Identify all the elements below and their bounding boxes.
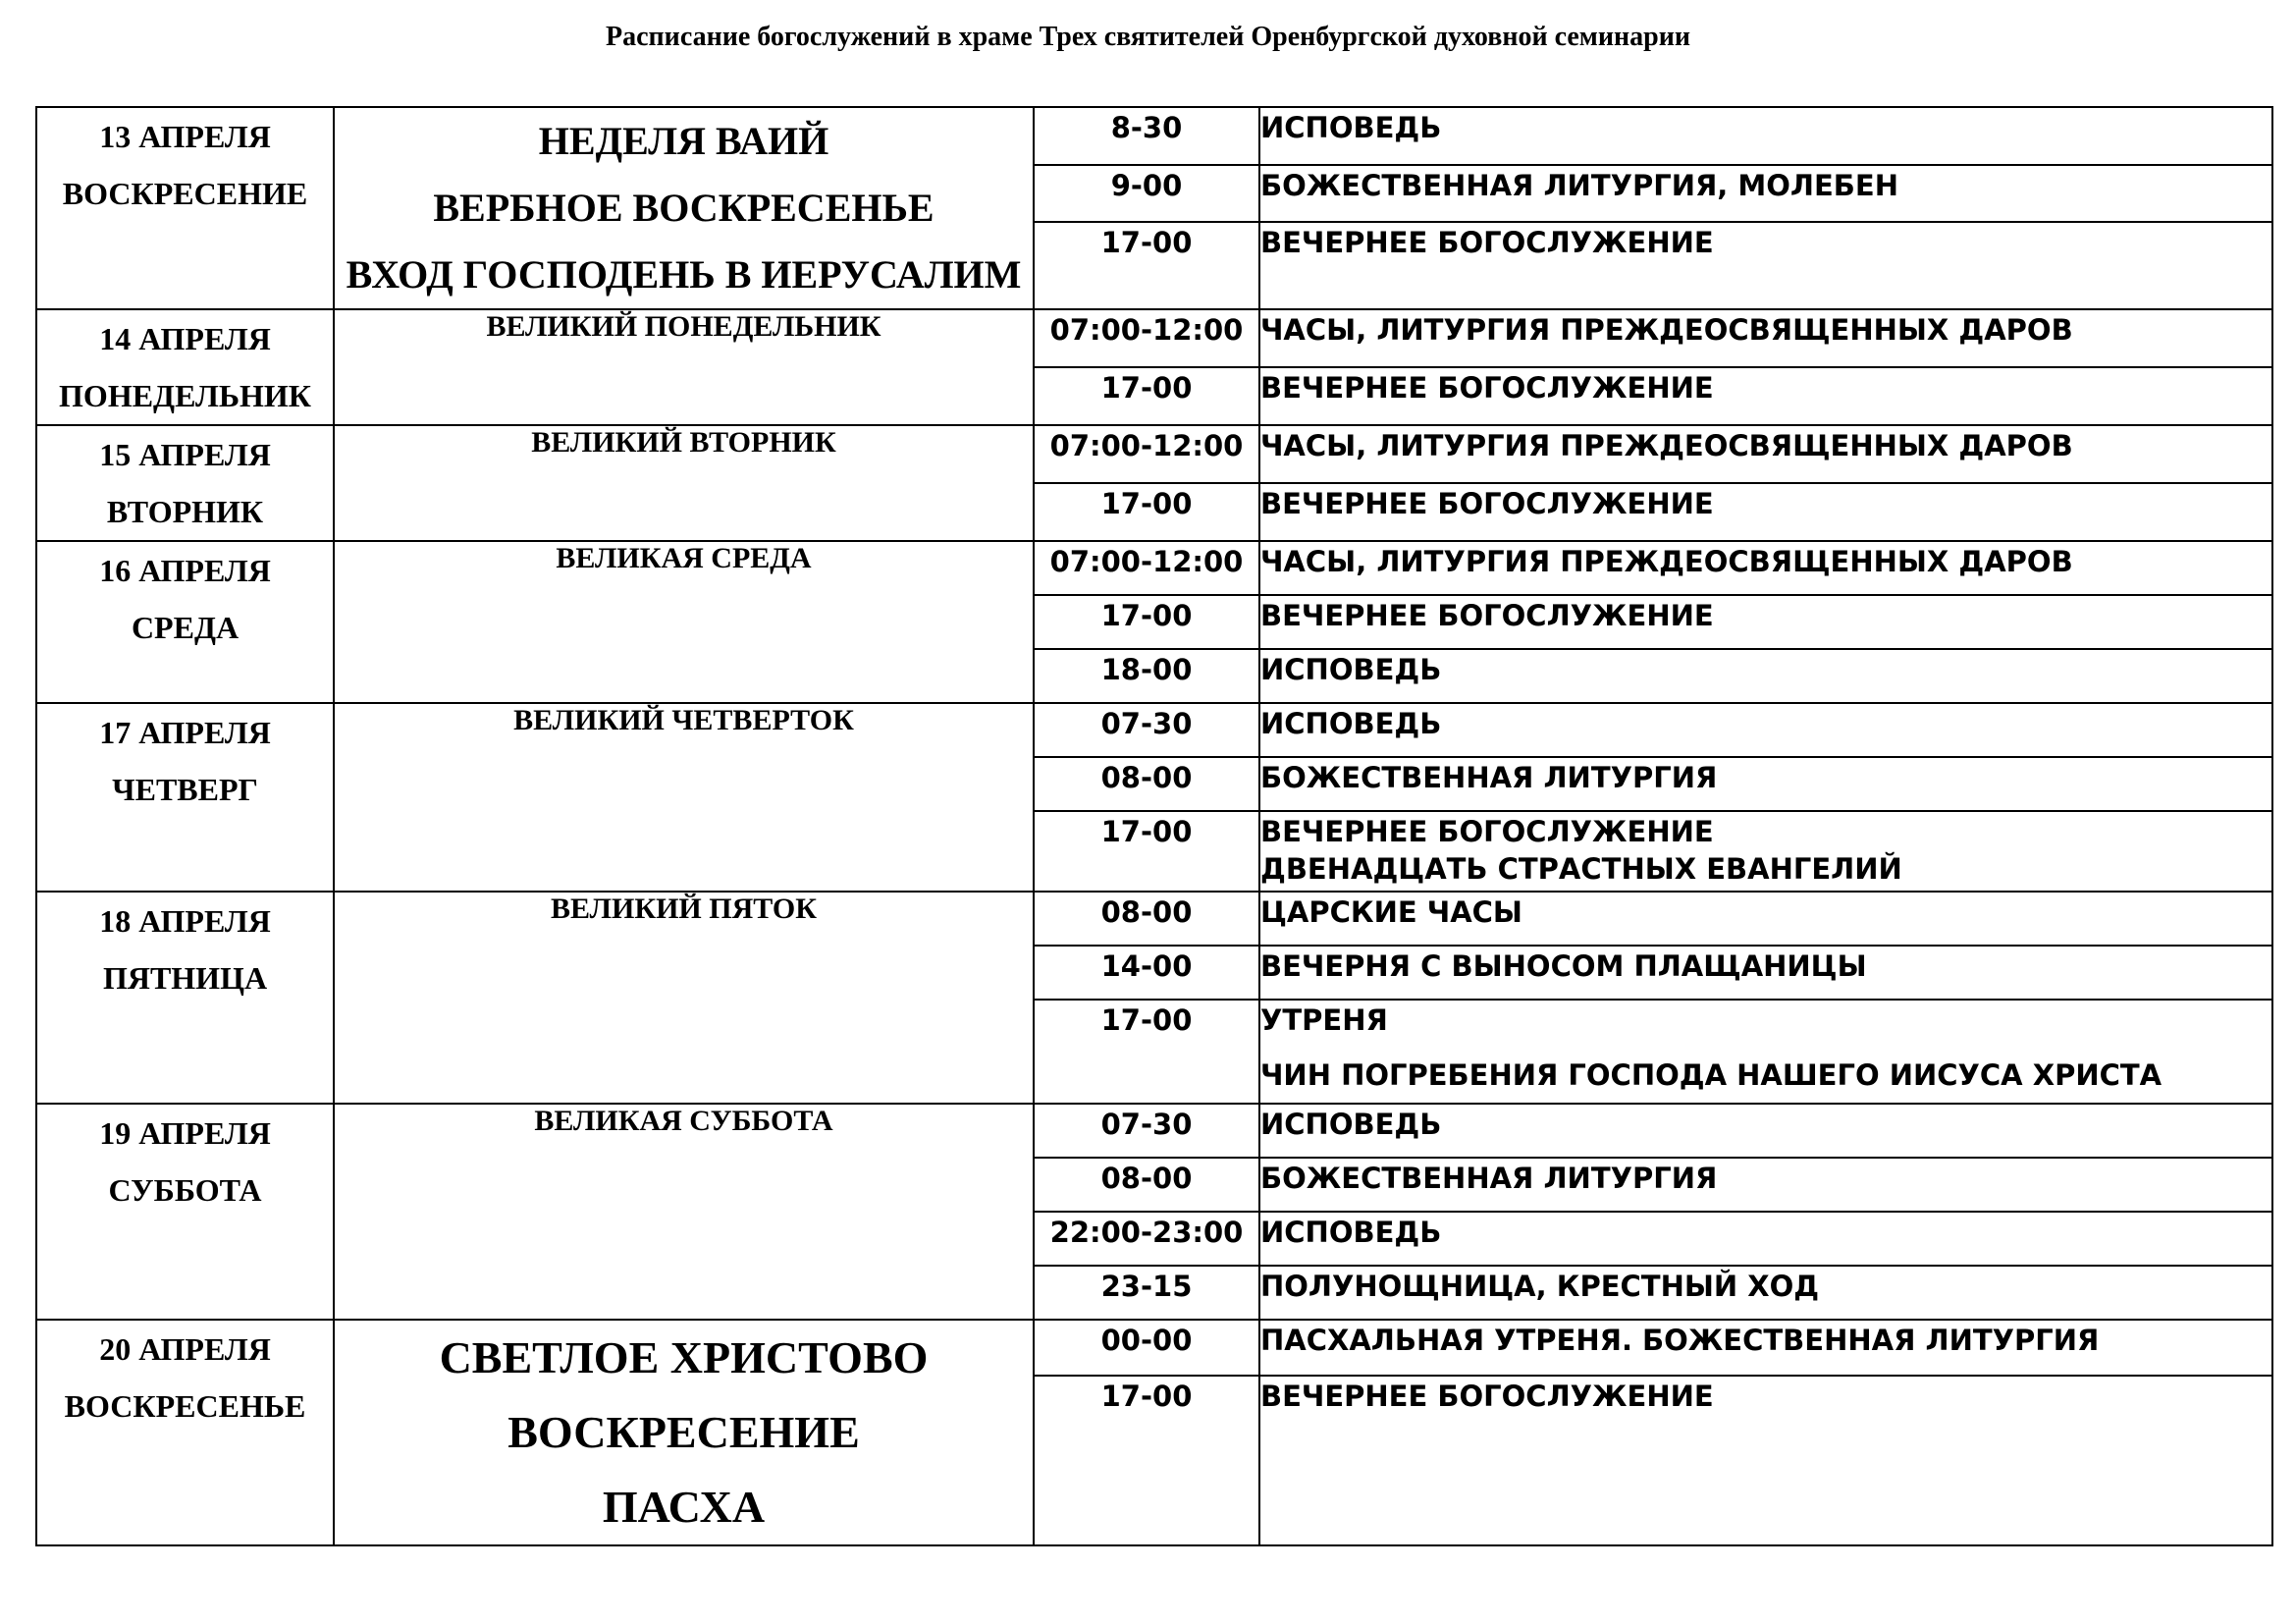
- day-weekday: ПЯТНИЦА: [102, 960, 268, 996]
- service-time: 18-00: [1034, 649, 1259, 703]
- service-description: БОЖЕСТВЕННАЯ ЛИТУРГИЯ, МОЛЕБЕН: [1260, 168, 1898, 202]
- service-time: 07:00-12:00: [1034, 541, 1259, 595]
- day-name-line: ВХОД ГОСПОДЕНЬ В ИЕРУСАЛИМ: [346, 252, 1022, 297]
- service-time: 17-00: [1034, 1376, 1259, 1545]
- service-description-cell: [1259, 165, 2272, 223]
- service-description-cell: [1259, 892, 2272, 946]
- service-description: ВЕЧЕРНЕЕ БОГОСЛУЖЕНИЕ: [1260, 1380, 1714, 1414]
- service-description-cell: [1259, 107, 2272, 165]
- service-description: ВЕЧЕРНЕЕ БОГОСЛУЖЕНИЕ: [1260, 599, 1714, 632]
- service-description: ЦАРСКИЕ ЧАСЫ: [1260, 895, 1522, 929]
- service-time: 08-00: [1034, 892, 1259, 946]
- service-description-cell: [1259, 1376, 2272, 1545]
- day-weekday: ПОНЕДЕЛЬНИК: [59, 378, 311, 413]
- service-time: 08-00: [1034, 757, 1259, 811]
- day-date: 19 АПРЕЛЯ: [99, 1115, 271, 1151]
- service-time: 08-00: [1034, 1158, 1259, 1212]
- day-name-cell: [334, 541, 1034, 703]
- day-date-cell: [36, 703, 334, 892]
- day-weekday: ВОСКРЕСЕНИЕ: [62, 176, 308, 211]
- service-description-cell: [1259, 595, 2272, 649]
- day-name-line: ВЕЛИКИЙ ВТОРНИК: [531, 426, 836, 459]
- service-time: 07:00-12:00: [1034, 309, 1259, 367]
- service-time: 17-00: [1034, 811, 1259, 892]
- day-date-cell: [36, 425, 334, 541]
- service-time: 9-00: [1034, 165, 1259, 223]
- service-description-cell: [1259, 946, 2272, 1000]
- day-date: 18 АПРЕЛЯ: [99, 903, 271, 939]
- service-description-cell: [1259, 757, 2272, 811]
- schedule-row: [36, 107, 2272, 165]
- service-description: ЧАСЫ, ЛИТУРГИЯ ПРЕЖДЕОСВЯЩЕННЫХ ДАРОВ: [1260, 429, 2073, 462]
- schedule-row: [36, 892, 2272, 946]
- service-time: 00-00: [1034, 1320, 1259, 1376]
- service-description-cell: [1259, 1158, 2272, 1212]
- day-name-line: ВЕЛИКАЯ СРЕДА: [556, 542, 812, 574]
- day-name-line: ВЕЛИКИЙ ПОНЕДЕЛЬНИК: [486, 310, 881, 343]
- service-description-cell: [1259, 1320, 2272, 1376]
- day-date-cell: [36, 309, 334, 425]
- day-date: 17 АПРЕЛЯ: [99, 715, 271, 750]
- service-time: 17-00: [1034, 595, 1259, 649]
- service-description-cell: [1259, 541, 2272, 595]
- day-date-cell: [36, 1320, 334, 1545]
- service-description: ВЕЧЕРНЕЕ БОГОСЛУЖЕНИЕ: [1260, 226, 1714, 260]
- service-description-cell: [1259, 811, 2272, 892]
- service-description: ЧАСЫ, ЛИТУРГИЯ ПРЕЖДЕОСВЯЩЕННЫХ ДАРОВ: [1260, 545, 2073, 578]
- schedule-row: [36, 703, 2272, 757]
- day-name-line: СВЕТЛОЕ ХРИСТОВО: [439, 1332, 929, 1382]
- day-date-cell: [36, 892, 334, 1104]
- service-time: 07:00-12:00: [1034, 425, 1259, 483]
- day-weekday: СУББОТА: [108, 1172, 262, 1208]
- service-description-cell: [1259, 1212, 2272, 1266]
- service-description-cell: [1259, 703, 2272, 757]
- service-description-cell: [1259, 1104, 2272, 1158]
- day-name-line: ВЕЛИКАЯ СУББОТА: [534, 1105, 833, 1137]
- service-description: ИСПОВЕДЬ: [1260, 1108, 1442, 1141]
- service-description-cell: [1259, 309, 2272, 367]
- service-time: 07-30: [1034, 703, 1259, 757]
- day-date: 16 АПРЕЛЯ: [99, 553, 271, 588]
- service-description: БОЖЕСТВЕННАЯ ЛИТУРГИЯ: [1260, 761, 1718, 794]
- service-description-cell: [1259, 1266, 2272, 1320]
- day-name-cell: [334, 309, 1034, 425]
- service-description-cell: [1259, 425, 2272, 483]
- day-weekday: ВТОРНИК: [106, 494, 264, 529]
- service-description: ИСПОВЕДЬ: [1260, 707, 1442, 740]
- schedule-row: [36, 425, 2272, 483]
- service-time: 17-00: [1034, 1000, 1259, 1104]
- day-name-line: ВЕЛИКИЙ ЧЕТВЕРТОК: [513, 704, 854, 736]
- day-date: 15 АПРЕЛЯ: [99, 437, 271, 472]
- service-time: 23-15: [1034, 1266, 1259, 1320]
- day-name-cell: [334, 425, 1034, 541]
- day-name-line: НЕДЕЛЯ ВАИЙ: [538, 119, 829, 163]
- day-name-line: ВЕЛИКИЙ ПЯТОК: [551, 893, 817, 925]
- day-name-cell: [334, 703, 1034, 892]
- document-title: Расписание богослужений в храме Трех святителей Оренбургской духовной семинарии: [606, 22, 1690, 52]
- service-description-cell: [1259, 367, 2272, 425]
- day-name-cell: [334, 1320, 1034, 1545]
- schedule-table: [35, 106, 2273, 1546]
- day-name-cell: [334, 1104, 1034, 1320]
- service-time: 22:00-23:00: [1034, 1212, 1259, 1266]
- day-name-cell: [334, 892, 1034, 1104]
- service-description: БОЖЕСТВЕННАЯ ЛИТУРГИЯ: [1260, 1162, 1718, 1195]
- schedule-row: [36, 1104, 2272, 1158]
- day-date: 20 АПРЕЛЯ: [99, 1331, 271, 1367]
- service-description: ПАСХАЛЬНАЯ УТРЕНЯ. БОЖЕСТВЕННАЯ ЛИТУРГИЯ: [1260, 1324, 2100, 1357]
- service-time: 17-00: [1034, 483, 1259, 541]
- service-description: ЧАСЫ, ЛИТУРГИЯ ПРЕЖДЕОСВЯЩЕННЫХ ДАРОВ: [1260, 313, 2073, 347]
- day-date-cell: [36, 541, 334, 703]
- service-description-cell: [1259, 222, 2272, 309]
- service-description: ВЕЧЕРНЕЕ БОГОСЛУЖЕНИЕ: [1260, 371, 1714, 405]
- service-time: 14-00: [1034, 946, 1259, 1000]
- service-description: ИСПОВЕДЬ: [1260, 111, 1442, 144]
- day-date: 14 АПРЕЛЯ: [99, 321, 271, 356]
- service-description: ПОЛУНОЩНИЦА, КРЕСТНЫЙ ХОД: [1260, 1270, 1820, 1303]
- day-name-line: ВОСКРЕСЕНИЕ: [507, 1407, 860, 1457]
- day-date: 13 АПРЕЛЯ: [99, 119, 271, 154]
- day-weekday: ЧЕТВЕРГ: [112, 772, 258, 807]
- service-time: 17-00: [1034, 222, 1259, 309]
- service-description-cell: [1259, 649, 2272, 703]
- service-description: ЧИН ПОГРЕБЕНИЯ ГОСПОДА НАШЕГО ИИСУСА ХРИСТА: [1260, 1058, 2163, 1092]
- day-name-line: ВЕРБНОЕ ВОСКРЕСЕНЬЕ: [433, 186, 934, 230]
- day-date-cell: [36, 1104, 334, 1320]
- service-description: ВЕЧЕРНЯ С ВЫНОСОМ ПЛАЩАНИЦЫ: [1260, 949, 1867, 983]
- service-description: ВЕЧЕРНЕЕ БОГОСЛУЖЕНИЕ: [1260, 815, 1714, 848]
- service-description: ВЕЧЕРНЕЕ БОГОСЛУЖЕНИЕ: [1260, 487, 1714, 520]
- day-date-cell: [36, 107, 334, 309]
- day-weekday: ВОСКРЕСЕНЬЕ: [64, 1388, 306, 1424]
- day-name-cell: [334, 107, 1034, 309]
- service-description: УТРЕНЯ: [1260, 1003, 1388, 1037]
- service-description-cell: [1259, 1000, 2272, 1104]
- service-description: ИСПОВЕДЬ: [1260, 1216, 1442, 1249]
- schedule-row: [36, 309, 2272, 367]
- day-name-line: ПАСХА: [602, 1482, 766, 1532]
- service-description-cell: [1259, 483, 2272, 541]
- service-description: ИСПОВЕДЬ: [1260, 653, 1442, 686]
- service-time: 07-30: [1034, 1104, 1259, 1158]
- service-time: 8-30: [1034, 107, 1259, 165]
- service-description: ДВЕНАДЦАТЬ СТРАСТНЫХ ЕВАНГЕЛИЙ: [1260, 852, 1902, 886]
- schedule-row: [36, 541, 2272, 595]
- schedule-row: [36, 1320, 2272, 1376]
- day-weekday: СРЕДА: [131, 610, 240, 645]
- service-time: 17-00: [1034, 367, 1259, 425]
